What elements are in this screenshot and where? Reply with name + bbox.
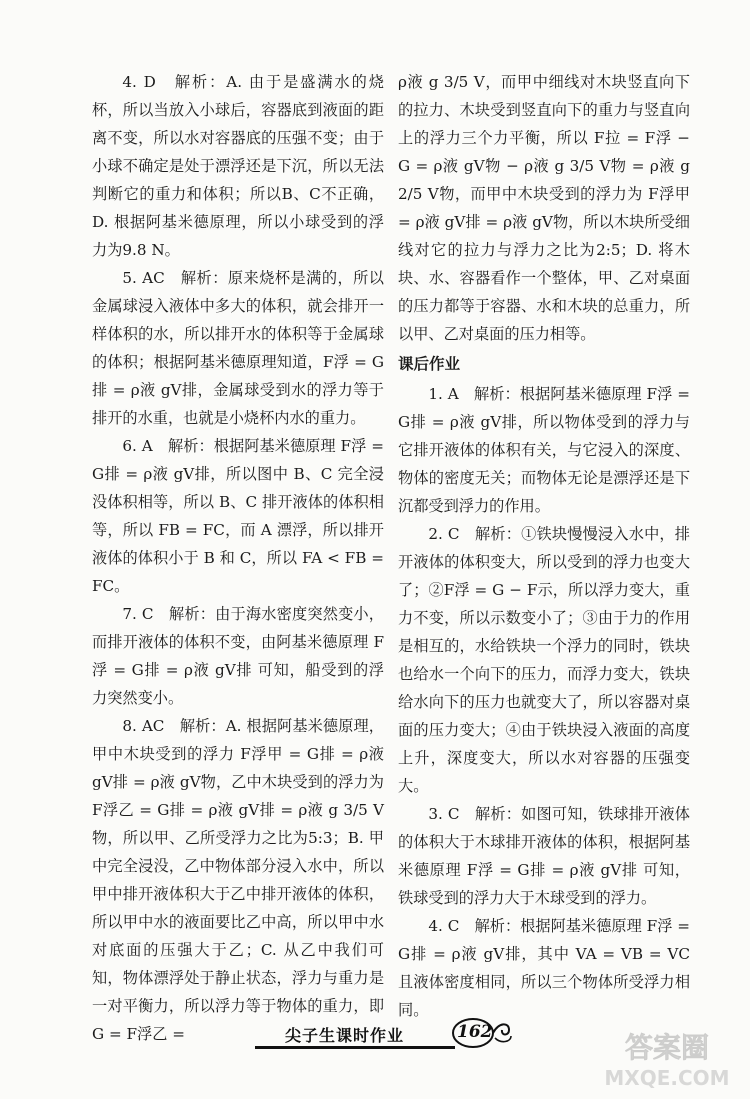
book-title: 尖子生课时作业 [285, 1026, 405, 1045]
answer-7: 7. C 解析：由于海水密度突然变小，而排开液体的体积不变，由阿基米德原理 F浮 = G排 = ρ液 gV排 可知，船受到的浮力突然变小。 [92, 605, 384, 707]
footer-rule [255, 1046, 455, 1049]
watermark-line2: MXQE.COM [604, 1066, 730, 1090]
homework-answer-1: 1. A 解析：根据阿基米德原理 F浮 = G排 = ρ液 gV排，所以物体受到的浮力与它排开液体的体积有关，与它浸入的深度、物体的密度无关；而物体无论是漂浮还是下沉都受到浮力的作用。 [398, 385, 690, 515]
answer-6: 6. A 解析：根据阿基米德原理 F浮 = G排 = ρ液 gV排，所以图中 B、C 完全浸没体积相等，所以 B、C 排开液体的体积相等，所以 FB = FC，而 A 漂浮，所以排开液体的体积小于 B 和 C，所以 FA < FB = FC。 [92, 437, 384, 595]
answer-8: 8. AC 解析：A. 根据阿基米德原理，甲中木块受到的浮力 F浮甲 = G排 = ρ液 gV排 = ρ液 gV物，乙中木块受到的浮力为 F浮乙 = G排 = ρ液 gV排 = ρ液 g 3/5 V物，所以甲、乙所受浮力之比为5:3；B. 甲中完全浸没，乙中物体部分浸入水中，所以甲中排开液体积大于乙中排开液体的体积，所以甲中水的液面要比乙中高，所以甲中水对底面的压强大于乙；C. 从乙中我们可知，物体漂浮处于静止状态，浮力与重力是一对平衡力，所以浮力等于物体的重力，即 G = F浮乙 = [92, 717, 384, 1043]
homework-answer-4: 4. C 解析：根据阿基米德原理 F浮 = G排 = ρ液 gV排，其中 VA = VB = VC 且液体密度相同，所以三个物体所受浮力相同。 [398, 917, 690, 1019]
page-footer [255, 1014, 525, 1054]
section-heading: 课后作业 [398, 355, 461, 373]
answer-5: 5. AC 解析：原来烧杯是满的，所以金属球浸入液体中多大的体积，就会排开一样体积的水，所以排开水的体积等于金属球的体积；根据阿基米德原理知道，F浮 = G排 = ρ液 gV排，金属球受到水的浮力等于排开的水重，也就是小烧杯内水的重力。 [92, 269, 384, 427]
right-column [398, 68, 690, 1024]
homework-answer-2: 2. C 解析：①铁块慢慢浸入水中，排开液体的体积变大，所以受到的浮力也变大了；②F浮 = G − F示，所以浮力变大，重力不变，所以示数变小了；③由于力的作用是相互的，水给铁块一个浮力的同时，铁块也给水一个向下的压力，而浮力变大，铁块给水向下的压力也就变大了，所以容器对桌面的压力变大；④由于铁块浸入液面的高度上升，深度变大，所以水对容器的压强变大。 [398, 525, 690, 795]
answer-4: 4. D 解析：A. 由于是盛满水的烧杯，所以当放入小球后，容器底到液面的距离不变，所以水对容器底的压强不变；由于小球不确定是处于漂浮还是下沉，所以无法判断它的重力和体积；所以B、C不正确，D. 根据阿基米德原理，所以小球受到的浮力为9.8 N。 [92, 73, 384, 259]
answer-8-continued: ρ液 g 3/5 V，而甲中细线对木块竖直向下的拉力、木块受到竖直向下的重力与竖直向上的浮力三个力平衡，所以 F拉 = F浮 − G = ρ液 gV物 − ρ液 g 3/5 V物 = ρ液 g 2/5 V物，而甲中木块受到的浮力为 F浮甲 = ρ液 gV排 = ρ液 gV物，所以木块所受细线对它的拉力与浮力之比为2:5；D. 将木块、水、容器看作一个整体，甲、乙对桌面的压力都等于容器、水和木块的总重力，所以甲、乙对桌面的压力相等。 [398, 73, 690, 343]
watermark-line1: 答案圈 [624, 1031, 710, 1064]
page-number-ornament [451, 1014, 515, 1052]
watermark-logo [592, 1023, 742, 1093]
homework-answer-3: 3. C 解析：如图可知，铁球排开液体的体积大于木球排开液体的体积，根据阿基米德原理 F浮 = G排 = ρ液 gV排 可知，铁球受到的浮力大于木球受到的浮力。 [398, 805, 690, 907]
page-number: 162 [457, 1022, 493, 1042]
left-column [92, 68, 384, 1048]
